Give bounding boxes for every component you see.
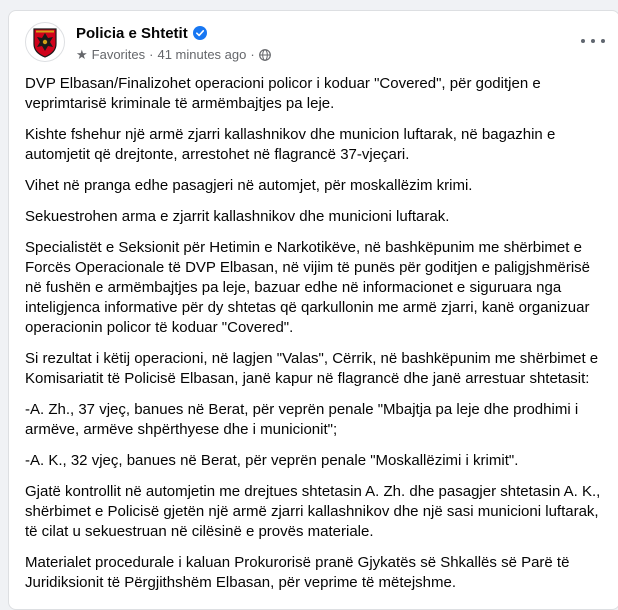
post-paragraph: Materialet procedurale i kaluan Prokurorisë pranë Gjykatës së Shkallës së Parë të Juridiksionit të Përgjithshëm Elbasan, për veprime të mëtejshme. — [25, 554, 570, 591]
post-paragraph: Kishte fshehur një armë zjarri kallashnikov dhe municion luftarak, në bagazhin e automjetit që drejtonte, arrestohet në flagrancë 37-vjeçari. — [25, 126, 556, 163]
post-timestamp[interactable]: 41 minutes ago — [157, 47, 247, 62]
post-paragraph: -A. Zh., 37 vjeç, banues në Berat, për veprën penale "Mbajtja pa leje dhe prodhimi i armëve, armëve shpërthyese dhe i municionit"; — [25, 401, 579, 438]
verified-badge-icon — [193, 26, 207, 40]
police-emblem-logo — [25, 22, 65, 62]
post-card — [8, 10, 618, 610]
meta-separator: · — [149, 47, 154, 62]
page-avatar[interactable] — [25, 22, 65, 62]
post-paragraph: Si rezultat i këtij operacioni, në lagjen "Valas", Cërrik, në bashkëpunim me shërbimet e Komisariatit të Policisë Elbasan, janë kapur në flagrancë dhe janë arrestuar shtetasit: — [25, 350, 599, 387]
post-paragraph: Specialistët e Seksionit për Hetimin e Narkotikëve, në bashkëpunim me shërbimet e Forcës Operacionale të DVP Elbasan, në vijim të punës për goditjen e paligjshmërisë në fushën e armëmbajtjes pa leje, bazuar edhe në informacionet e siguruara nga inteligjenca informative për dy shtetas që qarkullonin me armë zjarri, kanë organizuar operacionin policor të koduar "Covered". — [25, 239, 591, 336]
menu-dot — [601, 39, 605, 43]
menu-dot — [591, 39, 595, 43]
post-paragraph: Sekuestrohen arma e zjarrit kallashnikov dhe municioni luftarak. — [25, 208, 450, 225]
meta-separator: · — [250, 47, 255, 62]
star-icon: ★ — [76, 47, 88, 62]
author-name[interactable]: Policia e Shtetit — [76, 25, 188, 42]
post-meta — [76, 47, 271, 63]
post-body — [25, 74, 610, 604]
post-paragraph: Gjatë kontrollit në automjetin me drejtues shtetasin A. Zh. dhe pasagjer shtetasin A. K., shërbimet e Policisë gjetën një armë zjarri kallashnikov dhe një sasi municioni luftarak, të cilat u sekuestruan në cilësinë e provës materiale. — [25, 483, 601, 540]
globe-icon[interactable] — [259, 49, 271, 61]
post-paragraph: -A. K., 32 vjeç, banues në Berat, për veprën penale "Moskallëzimi i krimit". — [25, 452, 519, 469]
post-paragraph: Vihet në pranga edhe pasagjeri në automjet, për moskallëzim krimi. — [25, 177, 473, 194]
menu-dot — [581, 39, 585, 43]
post-paragraph: DVP Elbasan/Finalizohet operacioni policor i koduar "Covered", për goditjen e veprimtarisë kriminale të armëmbajtjes pa leje. — [25, 75, 541, 112]
page-name[interactable] — [76, 25, 207, 42]
post-header — [9, 11, 618, 71]
audience-label[interactable]: Favorites — [91, 47, 146, 62]
more-options-icon[interactable] — [581, 33, 605, 49]
